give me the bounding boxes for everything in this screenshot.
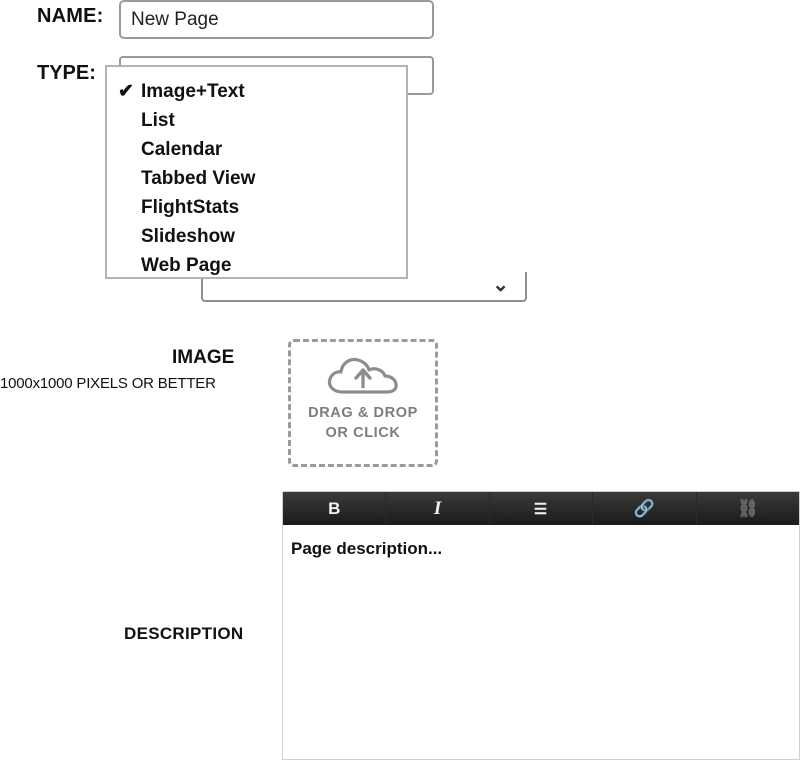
link-icon: 🔗 [633, 498, 655, 518]
type-option-slideshow[interactable] [107, 222, 406, 251]
type-option-list[interactable] [107, 106, 406, 135]
type-option-label: Image+Text [141, 81, 245, 102]
editor-toolbar [283, 492, 799, 525]
dropzone-line2: OR CLICK [325, 425, 401, 441]
description-label: DESCRIPTION [124, 624, 244, 643]
type-option-label: Slideshow [141, 226, 235, 247]
type-option-flightstats[interactable] [107, 193, 406, 222]
type-option-calendar[interactable] [107, 135, 406, 164]
dropzone-line1: DRAG & DROP [308, 405, 418, 421]
name-input[interactable] [119, 0, 434, 39]
cloud-upload-icon [323, 351, 403, 403]
image-requirement-text: 1000x1000 PIXELS OR BETTER [0, 375, 216, 392]
description-textarea[interactable]: Page description... [291, 539, 443, 558]
name-label: NAME: [37, 5, 104, 27]
bold-button[interactable] [283, 492, 386, 525]
type-label: TYPE: [37, 62, 96, 84]
type-option-label: Calendar [141, 139, 223, 160]
check-icon: ✔ [118, 81, 134, 102]
chevron-down-icon: ⌄ [492, 274, 509, 296]
type-option-web-page[interactable] [107, 251, 406, 280]
bullet-list-button[interactable] [490, 492, 593, 525]
unlink-button[interactable] [697, 492, 799, 525]
italic-icon: I [433, 497, 442, 519]
type-option-label: FlightStats [141, 197, 240, 218]
type-option-image-text[interactable] [107, 77, 406, 106]
description-editor[interactable] [282, 491, 800, 760]
type-option-label: List [141, 110, 175, 131]
image-dropzone[interactable] [288, 339, 438, 467]
italic-button[interactable] [386, 492, 489, 525]
type-option-tabbed-view[interactable] [107, 164, 406, 193]
image-label: IMAGE [172, 347, 235, 368]
bullet-list-icon: ☰ [533, 500, 549, 518]
type-option-label: Web Page [141, 255, 232, 276]
type-dropdown-list[interactable] [105, 65, 408, 279]
type-option-label: Tabbed View [141, 168, 256, 189]
bold-icon: B [328, 498, 341, 518]
link-button[interactable] [593, 492, 696, 525]
unlink-icon: ⛓ [737, 498, 759, 518]
